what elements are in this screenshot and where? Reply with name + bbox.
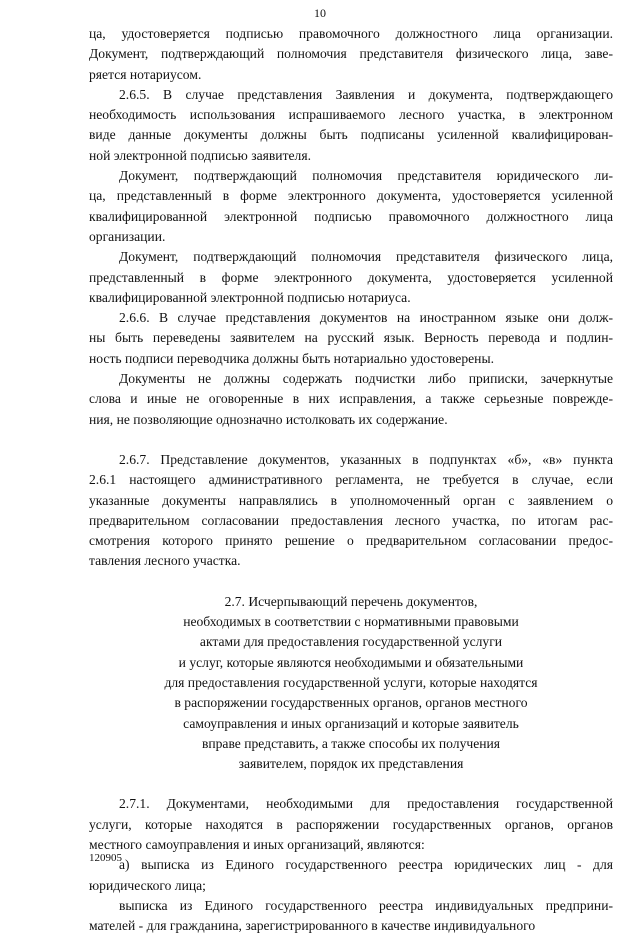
text-line: 2.6.5. В случае представления Заявления и документа, подтверждающего: [119, 86, 613, 102]
heading-line: актами для предоставления государственной услуги: [199, 634, 503, 650]
paragraph: [89, 24, 613, 85]
text-line: а) выписка из Единого государственного реестра юридических лиц - для: [119, 857, 613, 873]
text-line: выписка из Единого государственного реестра индивидуальных предприни-: [119, 897, 613, 913]
text-line: Документ, подтверждающий полномочия представителя юридического ли-: [119, 168, 613, 184]
text-line: ряется нотариусом.: [89, 66, 202, 82]
text-line: юридического лица;: [89, 877, 206, 893]
text-line: организации.: [89, 228, 166, 244]
page-number: 10: [314, 6, 326, 20]
heading-line: самоуправления и иных организаций и которые заявитель: [183, 715, 519, 731]
text-line: 2.6.6. В случае представления документов на иностранном языке они долж-: [119, 310, 613, 326]
section-heading: [89, 592, 613, 775]
heading-line: необходимых в соответствии с нормативными правовыми: [183, 614, 519, 630]
paragraph: [89, 85, 613, 166]
text-line: ца, представленный в форме электронного документа, удостоверяется усиленной: [89, 188, 613, 204]
heading-line: для предоставления государственной услуги, которые находятся: [164, 674, 538, 690]
paragraph: [89, 855, 613, 896]
text-line: Документ, подтверждающий полномочия представителя физического лица,: [119, 249, 613, 265]
text-line: смотрения которого принято решение о предварительном согласовании предос-: [89, 533, 613, 549]
text-line: квалифицированной электронной подписью правомочного должностного лица: [89, 208, 613, 224]
paragraph: [89, 450, 613, 572]
paragraph-spacer: [89, 774, 613, 794]
text-line: 2.7.1. Документами, необходимыми для предоставления государственной: [119, 796, 613, 812]
document-body: [89, 24, 613, 936]
text-line: мателей - для гражданина, зарегистрированного в качестве индивидуального: [89, 918, 536, 934]
text-line: ны быть переведены заявителем на русский язык. Верность перевода и подлин-: [89, 330, 613, 346]
text-line: тавления лесного участка.: [89, 553, 241, 569]
paragraph: [89, 794, 613, 855]
heading-line: в распоряжении государственных органов, органов местного: [174, 695, 528, 711]
paragraph: [89, 896, 613, 936]
text-line: 2.6.1 настоящего административного регламента, не требуется в случае, если: [89, 472, 613, 488]
paragraph-spacer: [89, 572, 613, 592]
text-line: указанные документы направлялись в уполномоченный орган с заявлением о: [89, 492, 613, 508]
heading-line: вправе представить, а также способы их получения: [201, 735, 501, 751]
paragraph: [89, 247, 613, 308]
text-line: представленный в форме электронного документа, удостоверяется усиленной: [89, 269, 613, 285]
paragraph: [89, 166, 613, 247]
heading-line: и услуг, которые являются необходимыми и обязательными: [178, 654, 524, 670]
text-line: предварительном согласовании предоставления лесного участка, по итогам рас-: [89, 512, 613, 528]
text-line: ца, удостоверяется подписью правомочного должностного лица организации.: [89, 26, 613, 41]
footer-code: 120905: [89, 852, 122, 864]
text-line: услуги, которые находятся в распоряжении государственных органов, органов: [89, 816, 613, 832]
paragraph: [89, 308, 613, 369]
paragraph: [89, 369, 613, 430]
text-line: необходимость использования испрашиваемого лесного участка, в электронном: [89, 107, 613, 123]
heading-line: заявителем, порядок их представления: [238, 756, 464, 772]
text-line: виде данные документы должны быть подписаны усиленной квалифицирован-: [89, 127, 613, 143]
text-line: ния, не позволяющие однозначно истолковать их содержание.: [89, 411, 448, 427]
text-line: 2.6.7. Представление документов, указанных в подпунктах «б», «в» пункта: [119, 451, 613, 467]
text-line: Документы не должны содержать подчистки либо приписки, зачеркнутые: [119, 371, 613, 387]
text-line: ность подписи переводчика должны быть нотариально удостоверены.: [89, 350, 494, 366]
paragraph-spacer: [89, 430, 613, 450]
text-line: ной электронной подписью заявителя.: [89, 147, 311, 163]
text-line: местного самоуправления и иных организаций, являются:: [89, 836, 425, 852]
heading-line: 2.7. Исчерпывающий перечень документов,: [224, 593, 478, 609]
text-line: Документ, подтверждающий полномочия представителя физического лица, заве-: [89, 46, 613, 62]
text-line: слова и иные не оговоренные в них исправления, а также серьезные поврежде-: [89, 391, 613, 407]
text-line: квалифицированной электронной подписью нотариуса.: [89, 289, 411, 305]
